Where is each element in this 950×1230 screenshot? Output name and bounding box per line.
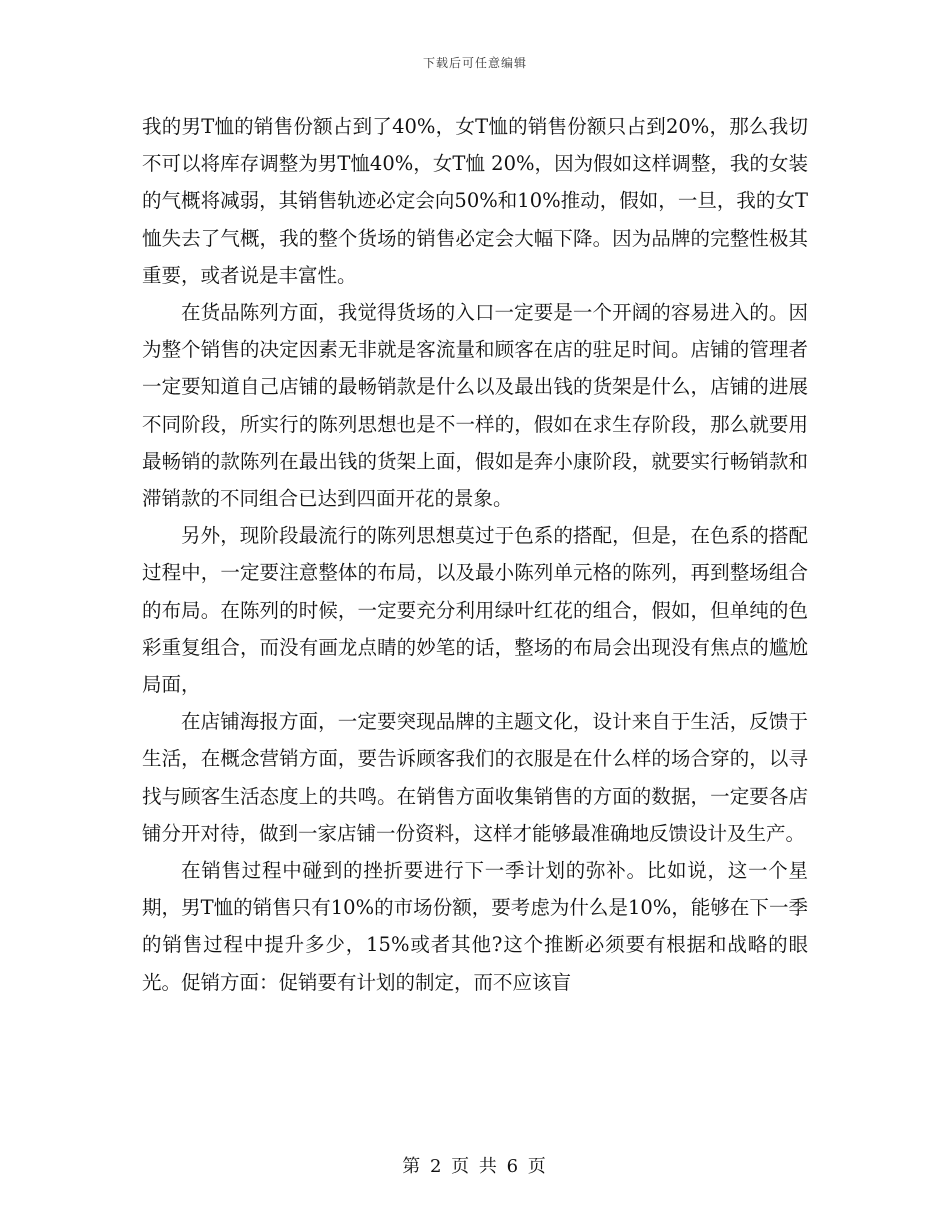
paragraph-5: 在销售过程中碰到的挫折要进行下一季计划的弥补。比如说，这一个星期，男T恤的销售只有10%的市场份额，要考虑为什么是10%，能够在下一季的销售过程中提升多少，15%或者其他?这个推断必须要有根据和战略的眼光。促销方面：促销要有计划的制定，而不应该盲: [142, 859, 808, 994]
paragraph-1: 我的男T恤的销售份额占到了40%，女T恤的销售份额只占到20%，那么我切不可以将库存调整为男T恤40%，女T恤 20%，因为假如这样调整，我的女装的气概将减弱，其销售轨迹必定会向50%和10%推动，假如，一旦，我的女T恤失去了气概，我的整个货场的销售必定会大幅下降。因为品牌的完整性极其重要，或者说是丰富性。: [142, 115, 808, 287]
document-body: [142, 108, 808, 1001]
page-header: 下载后可任意编辑: [422, 56, 527, 70]
paragraph-4: 在店铺海报方面，一定要突现品牌的主题文化，设计来自于生活，反馈于生活，在概念营销方面，要告诉顾客我们的衣服是在什么样的场合穿的，以寻找与顾客生活态度上的共鸣。在销售方面收集销售的方面的数据，一定要各店铺分开对待，做到一家店铺一份资料，这样才能够最准确地反馈设计及生产。: [142, 710, 808, 845]
paragraph-2: 在货品陈列方面，我觉得货场的入口一定要是一个开阔的容易进入的。因为整个销售的决定因素无非就是客流量和顾客在店的驻足时间。店铺的管理者一定要知道自己店铺的最畅销款是什么以及最出钱的货架是什么，店铺的进展不同阶段，所实行的陈列思想也是不一样的，假如在求生存阶段，那么就要用最畅销的款陈列在最出钱的货架上面，假如是奔小康阶段，就要实行畅销款和滞销款的不同组合已达到四面开花的景象。: [142, 301, 808, 511]
page-footer: 第 2 页 共 6 页: [402, 1156, 548, 1177]
paragraph-3: 另外，现阶段最流行的陈列思想莫过于色系的搭配，但是，在色系的搭配过程中，一定要注意整体的布局，以及最小陈列单元格的陈列，再到整场组合的布局。在陈列的时候，一定要充分利用绿叶红花的组合，假如，但单纯的色彩重复组合，而没有画龙点睛的妙笔的话，整场的布局会出现没有焦点的尴尬局面，: [142, 524, 808, 697]
